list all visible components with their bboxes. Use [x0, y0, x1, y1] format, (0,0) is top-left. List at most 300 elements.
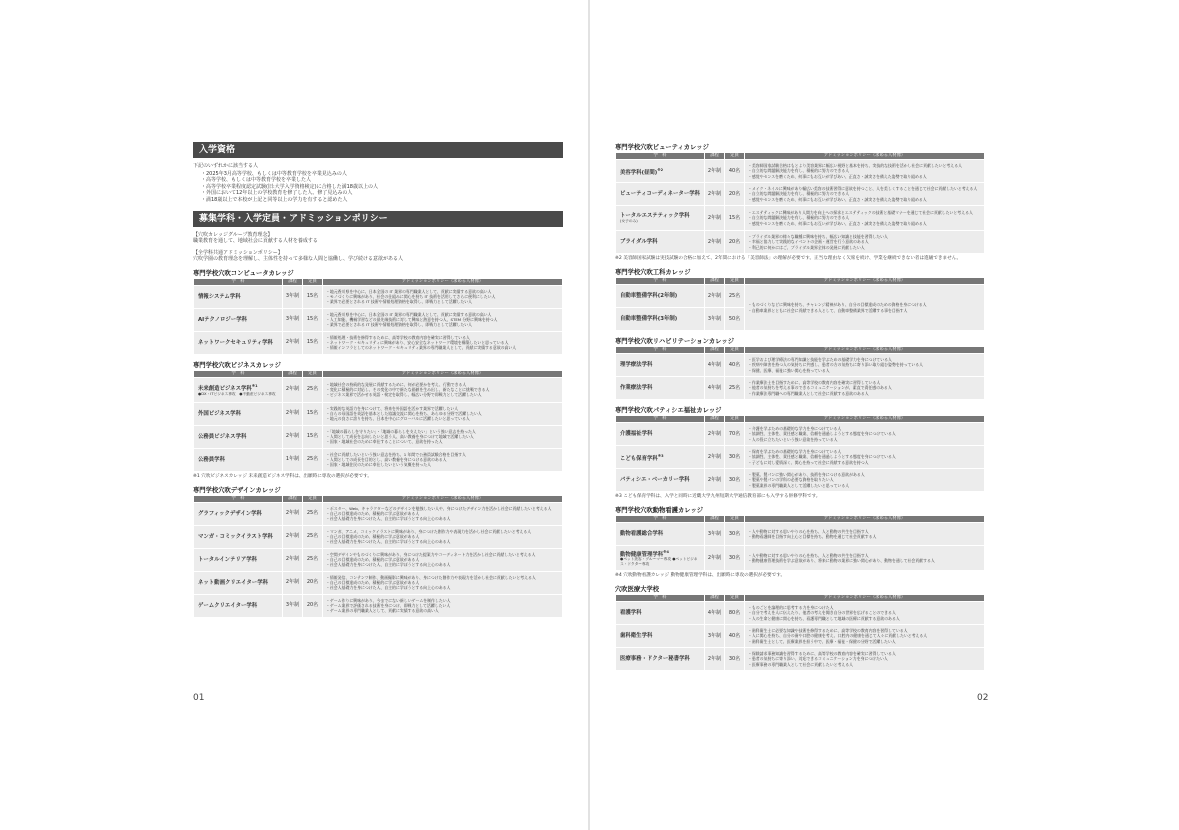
policy-line: ・保険請求事務知識を習得するために、高等学校の教育内容を確実に習得している人 [748, 651, 896, 657]
school-footnote: ※4 穴吹動物看護カレッジ 動物健康管理学科は、出願時に専攻の選択が必要です。 [615, 573, 786, 578]
program-name-text: トータルエステティック学科 [620, 212, 690, 219]
policy-line: ・エステティックに興味があり人間力を向上への探求とエステティックの技術と基礎マナーを通じて社会に貢献したいと考える人 [748, 210, 973, 216]
table-row [194, 503, 562, 525]
policy-line: ・ゲーム業界で評価される技術を身につけ、即戦力として活躍したい人 [326, 603, 451, 609]
program-name [616, 285, 704, 307]
program-name [616, 469, 704, 491]
policy-line: ・製菓や製パンの学科の必要な資格を取りたい人 [748, 477, 834, 483]
policy-line: ・「地域の暮らしを守りたい」・「地域の暮らしを支えたい」という強い意志を持った人 [326, 429, 476, 435]
table-row [194, 526, 562, 548]
program-name-text: 外国ビジネス学科 [198, 410, 241, 417]
school-title: 専門学校穴吹ビューティカレッジ [615, 144, 709, 151]
program-years: 2年制 [705, 546, 724, 570]
program-name [194, 426, 282, 448]
admission-item: ・外国において12年以上の学校教育を修了した人、修了見込みの人 [201, 190, 353, 197]
program-name-text: 自動車整備学科(2年制) [620, 293, 678, 299]
col-header-name: 学 科 [616, 516, 704, 522]
school-title: 専門学校穴吹動物看護カレッジ [615, 507, 704, 514]
program-name-text: マンガ・コミックイラスト学科 [198, 533, 273, 540]
table-row [194, 286, 562, 308]
program-quota: 20名 [725, 231, 744, 253]
table-row [194, 378, 562, 402]
policy-line: ・作業療法士を目指すために、高等学校の教育内容を確実に習得している人 [748, 380, 881, 386]
recruit-common-t: 穴吹学園の教育理念を理解し、主体性を持って多様な人間と協働し、学び続ける意欲がある人 [193, 256, 404, 263]
recruit-heading: 募集学科・入学定員・アドミッションポリシー [193, 211, 563, 227]
program-name-text: 介護福祉学科 [620, 431, 653, 437]
policy-line: ・地元香川県を中心に、日本全国の IT 業界の専門職業人として、貢献に実績する意欲の高い人 [326, 312, 492, 318]
policy-line: ・ポスター、Web、キャラクターなどのデザインを勉強したい人や、身につけたデザイン力を活かし社会に貢献したいと考える人 [326, 506, 552, 512]
policy-line: ・感覚やセンスを磨くため、何事にもお互いが学びあい、正直さ・誠実さを備えた姿勢で取り組める人 [748, 196, 927, 202]
program-name [194, 449, 282, 471]
policy-line: ・空間デザインやものづくりに興味があり、身につけた提案力やコーディネート力を活かし社会に貢献したいと考える人 [326, 552, 536, 558]
policy-line: ・歯科衛生士として、医療業界を担う中で、医療・福祉・保健の分野で活躍したい人 [748, 638, 896, 644]
policy-line: ・人の役に立ちたいという強い意欲を持っている人 [748, 436, 838, 442]
school-footnote: ※3 こども保育学科は、入学と同時に近畿大学九州短期大学通信教育部にも入学する併修学科です。 [615, 494, 821, 499]
program-name [194, 572, 282, 594]
program-quota: 20名 [303, 595, 322, 617]
program-footnote-mark: ※4 [663, 549, 669, 554]
admission-table [615, 346, 985, 400]
program-policy [745, 206, 984, 230]
table-row [616, 446, 984, 468]
policy-line: ・メイク・ネイルに興味があり幅広い美容の技術習得に意欲を持つこと、人を美しくすることを通じて社会に貢献したいと考える人 [748, 186, 978, 192]
left-column [193, 140, 563, 618]
col-header-name: 学 科 [616, 347, 704, 353]
right-column [615, 137, 985, 671]
program-quota: 15名 [303, 309, 322, 331]
program-quota: 30名 [725, 546, 744, 570]
program-quota: 15名 [303, 403, 322, 425]
program-name-text: パティシエ・ベーカリー学科 [620, 477, 690, 483]
policy-line: ・自立的な問題解決能力を有し、積極的に努力のできる人 [748, 168, 850, 174]
program-policy [745, 648, 984, 670]
program-years: 1年制 [283, 449, 302, 471]
table-row [616, 423, 984, 445]
program-quota: 25名 [303, 549, 322, 571]
program-years: 2年制 [705, 469, 724, 491]
col-header-policy: アドミッションポリシー（求める人材像） [323, 279, 562, 285]
policy-line: ・ネットワーク・セキュリティに興味があり、安心安全なネットワーク環境を構築したいと思っている人 [326, 340, 509, 346]
col-header-years: 課程 [705, 347, 724, 353]
col-header-policy: アドミッションポリシー（求める人材像） [323, 496, 562, 502]
program-years: 2年制 [283, 549, 302, 571]
policy-line: ・社会人基礎力を身につけた人、自主的に学ぼうとする向上心のある人 [326, 562, 451, 568]
program-years: 2年制 [283, 332, 302, 354]
table-row [616, 546, 984, 570]
program-name-text: トータルインテリア学科 [198, 556, 258, 563]
table-row [616, 183, 984, 205]
policy-line: ・自己の目標達成のため、積極的に学ぶ意欲がある人 [326, 534, 420, 540]
admission-table [615, 152, 985, 254]
table-row [616, 625, 984, 647]
policy-line: ・変化に積極的に対応し、その変化の中で新たな価値を生み出し、新たなことに挑戦できる人 [326, 387, 490, 393]
program-years: 2年制 [283, 503, 302, 525]
program-name-text: 美容学科(昼間) [620, 169, 658, 176]
policy-line: ・ものごとを論理的に思考する力を身につけた人 [748, 605, 834, 611]
col-header-years: 課程 [705, 278, 724, 284]
col-header-quota: 定員 [303, 371, 322, 377]
page-number-right: 02 [977, 693, 989, 703]
program-quota: 15名 [303, 332, 322, 354]
program-name [616, 423, 704, 445]
program-policy [323, 286, 562, 308]
admission-intro: 下記のいずれかに該当する人 [193, 163, 259, 169]
program-name-text: 公務員ビジネス学科 [198, 433, 247, 440]
program-quota: 30名 [725, 446, 744, 468]
col-header-name: 学 科 [616, 595, 704, 601]
policy-line: ・国家・地域社会のために奉仕することについて、意欲を持った人 [326, 439, 443, 445]
col-header-quota: 定員 [303, 496, 322, 502]
policy-line: ・介護を学ぶための基礎的な学力を身につけている人 [748, 426, 842, 432]
program-name [194, 378, 282, 402]
admission-table [615, 415, 985, 492]
table-row [194, 309, 562, 331]
policy-line: ・人や動物に対する思いやりの心を持ち、人と動物の共生を目指す人 [748, 552, 869, 558]
program-years: 3年制 [283, 595, 302, 617]
program-subtitle: (女子のみ) [620, 218, 638, 223]
program-footnote-mark: ※3 [657, 453, 664, 458]
program-quota: 25名 [725, 377, 744, 399]
col-header-policy: アドミッションポリシー（求める人材像） [745, 516, 984, 522]
col-header-name: 学 科 [616, 278, 704, 284]
program-name-text: 動物看護総合学科 [620, 531, 664, 537]
policy-line: ・地域社会の持続的な発展に貢献するために、何が必要かを考え、行動できる人 [326, 382, 467, 388]
col-header-policy: アドミッションポリシー（求める人材像） [745, 347, 984, 353]
policy-line: ・国家・地域住民のために奉仕したいという気概を持った人 [326, 462, 432, 468]
program-years: 4年制 [705, 602, 724, 624]
policy-line: ・モノづくりに興味があり、社会の仕組みに関心を持ち IT 技術を活用してさらに便利にしたい人 [326, 294, 496, 300]
policy-line: ・社会人基礎力を身につけた人、自主的に学ぼうとする向上心のある人 [326, 516, 451, 522]
program-name [194, 309, 282, 331]
program-years: 3年制 [283, 286, 302, 308]
admission-heading: 入学資格 [193, 142, 563, 158]
col-header-years: 課程 [705, 516, 724, 522]
program-policy [323, 403, 562, 425]
program-quota: 40名 [725, 354, 744, 376]
program-quota: 25名 [303, 449, 322, 471]
col-header-quota: 定員 [725, 595, 744, 601]
school-footnote: ※1 穴吹ビジネスカレッジ 未来創造ビジネス学科は、出願時に専攻の選択が必要です。 [193, 473, 372, 479]
col-header-years: 課程 [283, 279, 302, 285]
program-name-text: 歯科衛生学科 [620, 633, 653, 639]
col-header-policy: アドミッションポリシー（求める人材像） [745, 595, 984, 601]
program-name [194, 286, 282, 308]
policy-line: ・他者の気持ちを考える事のできるコミュニケーションが、素直で責任感のある人 [748, 385, 892, 391]
program-policy [745, 377, 984, 399]
program-years: 3年制 [705, 625, 724, 647]
policy-line: ・ブライダル業界の様々な職種に興味を持ち、幅広い知識と技能を習得したい人 [748, 234, 888, 240]
policy-line: ・自立的な問題解決能力を有し、積極的に努力のできる人 [748, 215, 850, 221]
school-footnote: ※2 美容師国家試験は実技試験の合格に加えて、2年間における「美容師法」の理解が必要です。正当な理由なく欠席を続け、学業を継続できない者は進級できません。 [615, 256, 962, 261]
program-name-text: 看護学科 [620, 610, 642, 616]
admission-table [615, 277, 985, 331]
program-policy [323, 426, 562, 448]
policy-line: ・感覚やセンスを磨くため、何事にもお互いが学びあい、正直さ・誠実さを備えた姿勢で取り組める人 [748, 173, 927, 179]
policy-line: ・情報インフラとしてのネットワーク・セキュリティ業界の専門職業人として、貢献に実績する意欲の高い人 [326, 345, 517, 351]
recruit-group-h: 【穴吹カレッジグループ教育理念】 [193, 231, 273, 238]
policy-line: ・利己的に何かにはご、ブライダル業界全体の発展に貢献したい人 [748, 244, 865, 250]
program-years: 2年制 [705, 160, 724, 182]
program-years: 2年制 [705, 206, 724, 230]
school-title: 専門学校穴吹デザインカレッジ [193, 486, 281, 494]
program-name [194, 503, 282, 525]
school-title: 専門学校穴吹ビジネスカレッジ [193, 361, 281, 369]
program-name [194, 332, 282, 354]
program-years: 2年制 [705, 446, 724, 468]
col-header-policy: アドミッションポリシー（求める人材像） [323, 371, 562, 377]
program-quota: 70名 [725, 423, 744, 445]
policy-line: ・自立的な問題解決能力を有し、積極的に努力のできる人 [748, 191, 850, 197]
policy-line: ・業界で必要とされる IT 技術や情報処理資格を取得し、即戦力として活躍したい人 [326, 322, 473, 328]
program-name-text: ブライダル学科 [620, 239, 658, 245]
table-row [616, 523, 984, 545]
policy-line: ・情報発信、コンテンツ制作、動画撮影に興味があり、身につけた創作力や表現力を活かし社会に貢献したいと考える人 [326, 575, 536, 581]
program-years: 2年制 [283, 526, 302, 548]
policy-line: ・自己の目標達成のため、積極的に学ぶ意欲がある人 [326, 557, 420, 563]
policy-line: ・子どもに対し愛情深く、関心を持って社会に貢献する意欲を持つ人 [748, 459, 869, 465]
program-years: 4年制 [705, 377, 724, 399]
policy-line: ・自動車業界とともに社会に貢献できる人として、自動車整備業界で活躍する事を目指す人 [748, 307, 908, 313]
program-years: 4年制 [705, 354, 724, 376]
policy-line: ・患者の気持ちに寄り添い、対応できるコミュニケーション力を身につけたい人 [748, 656, 888, 662]
policy-line: ・人工知能、機械学習などの最先端技術に対して興味と熱意を持つ人、STEM 分野に興味を持つ人 [326, 317, 498, 323]
program-policy [323, 572, 562, 594]
program-quota: 15名 [303, 286, 322, 308]
table-row [194, 449, 562, 471]
program-quota: 25名 [303, 503, 322, 525]
program-policy [745, 354, 984, 376]
program-quota: 40名 [725, 625, 744, 647]
table-row [616, 648, 984, 670]
program-years: 3年制 [283, 309, 302, 331]
program-quota: 15名 [725, 206, 744, 230]
program-policy [745, 523, 984, 545]
program-years: 2年制 [283, 426, 302, 448]
program-name [616, 625, 704, 647]
program-quota: 30名 [725, 523, 744, 545]
program-quota: 50名 [725, 308, 744, 330]
table-row [194, 426, 562, 448]
program-years: 2年制 [705, 423, 724, 445]
program-policy [323, 595, 562, 617]
program-policy [323, 332, 562, 354]
policy-line: ・人間として成長を志向したいと思う人、高い教養を身につけて地域で活躍したい人 [326, 434, 474, 440]
school-title: 穴吹医療大学校 [615, 586, 660, 593]
school-title: 専門学校穴吹リハビリテーションカレッジ [615, 338, 735, 345]
program-name-text: 未来創造ビジネス学科 [198, 385, 252, 392]
col-header-name: 学 科 [616, 416, 704, 422]
policy-line: ・自己の目標達成のため、積極的に学ぶ意欲がある人 [326, 580, 420, 586]
program-name [194, 595, 282, 617]
program-name [616, 308, 704, 330]
program-name [194, 403, 282, 425]
policy-line: ・人間としての成長を目的とし、高い教養を身につける意欲のある人 [326, 457, 447, 463]
table-row [616, 602, 984, 624]
col-header-quota: 定員 [725, 347, 744, 353]
table-row [194, 403, 562, 425]
program-policy [745, 469, 984, 491]
program-name-text: 理学療法学科 [620, 362, 653, 368]
policy-line: ・疾病や障害を持つ人の気持ちに共感し、患者の方の気持ちに寄り添い取り組む姿勢を持っている人 [748, 362, 924, 368]
policy-line: ・製菓、製パンに強い関心があり、技術を身につける意欲がある人 [748, 472, 865, 478]
policy-line: ・人に関心を持ち、自分の歯や口腔の健康を考え、口腔内の健康を通じて人々に貢献したいと考える人 [748, 633, 928, 639]
policy-line: ・保育を学ぶための基礎的な学力を身につけている人 [748, 449, 842, 455]
recruit-group-t: 職業教育を通して、地域社会に貢献する人材を養成する [193, 238, 318, 245]
program-quota: 40名 [725, 160, 744, 182]
policy-line: ・医学および理学療法の専門知識と技能を学ぶための基礎学力を身につけている人 [748, 357, 892, 363]
policy-line: ・人の生命と健康に関心を持ち、看護専門職として地域の医療に貢献する意欲のある人 [748, 615, 900, 621]
col-header-years: 課程 [283, 496, 302, 502]
col-header-policy: アドミッションポリシー（求める人材像） [745, 278, 984, 284]
policy-line: ・自己の目標達成のため、積極的に学ぶ意欲がある人 [326, 511, 420, 517]
program-name-text: ゲームクリエイター学科 [198, 602, 258, 609]
policy-line: ・社会に貢献したいという強い意志を持ち、1 年間で公務員試験合格を目指す人 [326, 452, 466, 458]
program-subtitle: ●DX・ITビジネス専攻 ●不動産ビジネス専攻 [198, 391, 276, 396]
program-policy [745, 546, 984, 570]
policy-line: ・作業療法専門職への専門職業人として社会に貢献する意欲のある人 [748, 390, 869, 396]
policy-line: ・動物看護師を目指す向上心と目標を持ち、動物を通じて社会貢献する人 [748, 534, 877, 539]
program-policy [745, 183, 984, 205]
program-name [616, 231, 704, 253]
admission-table [615, 515, 985, 571]
table-row [194, 332, 562, 354]
program-years: 2年制 [705, 231, 724, 253]
program-years: 3年制 [705, 308, 724, 330]
policy-line: ・医療事務の専門職業人として社会に貢献したいと考える人 [748, 661, 854, 667]
program-name [194, 526, 282, 548]
policy-line: ・製菓業界の専門職業人として活躍したいと思っている人 [748, 482, 850, 488]
program-quota: 20名 [303, 572, 322, 594]
policy-line: ・美容師国家試験合格はもとより美容業界に幅広い視野と基本を持ち、実技的な技術を活かし社会に貢献したいと考える人 [748, 163, 962, 169]
program-name-text: ネット動画クリエイター学科 [198, 579, 268, 586]
program-policy [323, 549, 562, 571]
policy-line: ・業界で必要とされる IT 技術や情報処理資格を取得し、即戦力として活躍したい人 [326, 299, 473, 305]
col-header-quota: 定員 [725, 153, 744, 159]
school-title: 専門学校穴吹コンピュータカレッジ [193, 269, 294, 277]
program-policy [745, 602, 984, 624]
table-row [616, 206, 984, 230]
program-name-text: 動物健康管理学科 [620, 551, 664, 558]
program-name [616, 206, 704, 230]
program-quota: 80名 [725, 602, 744, 624]
col-header-name: 学 科 [616, 153, 704, 159]
admission-table [615, 594, 985, 671]
table-row [616, 231, 984, 253]
col-header-quota: 定員 [725, 278, 744, 284]
program-years: 2年制 [705, 183, 724, 205]
program-name-text: ビューティコーディネーター学科 [620, 191, 700, 197]
left-page [0, 0, 589, 830]
policy-line: ・協調性、主体性、責任感と職業、信頼を通過しようとする態度を身につけている人 [748, 454, 896, 460]
program-quota: 20名 [725, 183, 744, 205]
program-years: 2年制 [705, 648, 724, 670]
program-footnote-mark: ※2 [657, 167, 664, 172]
program-quota: 25名 [303, 526, 322, 548]
table-row [194, 572, 562, 594]
program-policy [323, 503, 562, 525]
col-header-quota: 定員 [725, 416, 744, 422]
policy-line: ・人や動物に対する思いやりの心を持ち、人と動物の共生を目指す人 [748, 528, 869, 534]
program-name-text: 自動車整備学科(3年制) [620, 316, 678, 322]
program-name [616, 546, 704, 570]
table-row [616, 354, 984, 376]
col-header-name: 学 科 [194, 279, 282, 285]
page-number-left: 01 [193, 693, 205, 703]
program-name-text: こども保育学科 [620, 455, 658, 462]
program-name [616, 354, 704, 376]
admission-table [193, 370, 563, 472]
policy-line: ・動物健康管理技術を学ぶ意欲があり、将来に動物の業界に強い関心があり、動物を通して社会貢献する人 [748, 558, 935, 563]
policy-line: ・情報処理・技術を修得するために、高等学校の教育内容を確実に習得している人 [326, 335, 470, 341]
program-years: 2年制 [705, 285, 724, 307]
col-header-policy: アドミッションポリシー（求める人材像） [745, 153, 984, 159]
program-name-text: 公務員学科 [198, 456, 225, 463]
program-quota: 30名 [725, 469, 744, 491]
program-years: 2年制 [283, 403, 302, 425]
admission-item: ・2025年3月高等学校、もしくは中等教育学校を卒業見込みの人 [201, 170, 347, 177]
program-name [616, 377, 704, 399]
program-policy [745, 446, 984, 468]
program-name [616, 446, 704, 468]
program-name-text: 情報システム学科 [198, 293, 241, 300]
policy-line: ・ゲーム作りに興味があり、今までにない新しいゲームを制作したい人 [326, 598, 451, 604]
col-header-policy: アドミッションポリシー（求める人材像） [745, 416, 984, 422]
right-page [590, 0, 1179, 830]
program-policy [745, 285, 984, 330]
admission-table [193, 278, 563, 355]
program-name [194, 549, 282, 571]
program-name-text: ネットワークセキュリティ学科 [198, 339, 273, 346]
admission-list [201, 171, 563, 204]
policy-line: ・ものづくりなどに興味を持ち、チャレンジ精神があり、自分の目標達成のための資格を身につける人 [748, 302, 927, 308]
table-row [616, 469, 984, 491]
program-years: 3年制 [705, 523, 724, 545]
school-title: 専門学校穴吹工科カレッジ [615, 269, 691, 276]
policy-line: ・実践的な英語力を身につけて、将来を外国語を活かす業界で活躍したい人 [326, 406, 459, 412]
policy-line: ・保健、医療、福祉に強い関心を持っている人 [748, 367, 830, 373]
program-quota: 30名 [725, 648, 744, 670]
policy-line: ・幸福と協力して実践的なイベントの企画・運営を行う意欲のある人 [748, 239, 869, 245]
policy-line: ・感覚やセンスを磨くため、何事にもお互いが学びあい、正直さ・誠実さを備えた姿勢で取り組める人 [748, 220, 927, 226]
policy-line: ・自らの母国語を英語を基本とした協議交流に関心を持ち、あらゆる分野で活躍したい人 [326, 411, 482, 417]
program-name [616, 648, 704, 670]
program-years: 2年制 [283, 572, 302, 594]
col-header-name: 学 科 [194, 496, 282, 502]
policy-line: ・歯科衛生士に必要な知識や技術を修得するために、高等学校の教育内容を習得している人 [748, 628, 908, 634]
program-years: 2年制 [283, 378, 302, 402]
admission-table [193, 495, 563, 618]
col-header-quota: 定員 [725, 516, 744, 522]
program-policy [745, 160, 984, 182]
program-name [616, 183, 704, 205]
col-header-years: 課程 [705, 595, 724, 601]
col-header-years: 課程 [705, 416, 724, 422]
program-name-text: 医療事務・ドクター秘書学科 [620, 656, 690, 662]
table-row [616, 377, 984, 399]
table-row [194, 595, 562, 617]
program-policy [745, 423, 984, 445]
policy-line: ・地元の良さに誇りを持ち、日本を中心にグローバルに活躍したいと思っている人 [326, 416, 470, 422]
program-name-text: AIテクノロジー学科 [198, 316, 247, 323]
policy-line: ・協調性、主体性、責任感と職業、信頼を通過しようとする態度を身につけている人 [748, 431, 896, 437]
program-footnote-mark: ※1 [251, 384, 258, 389]
program-name-text: 作業療法学科 [620, 385, 653, 391]
recruit-common-h: 【全学科共通アドミッションポリシー】 [193, 249, 283, 256]
col-header-quota: 定員 [303, 279, 322, 285]
program-quota: 25名 [725, 285, 744, 307]
program-subtitle: ●ペット美容・グルーマー専攻 ●ペットビジネス・ドクター専攻 [620, 557, 698, 567]
admission-item: ・高等学校、もしくは中等教育学校を卒業した人 [201, 177, 312, 184]
